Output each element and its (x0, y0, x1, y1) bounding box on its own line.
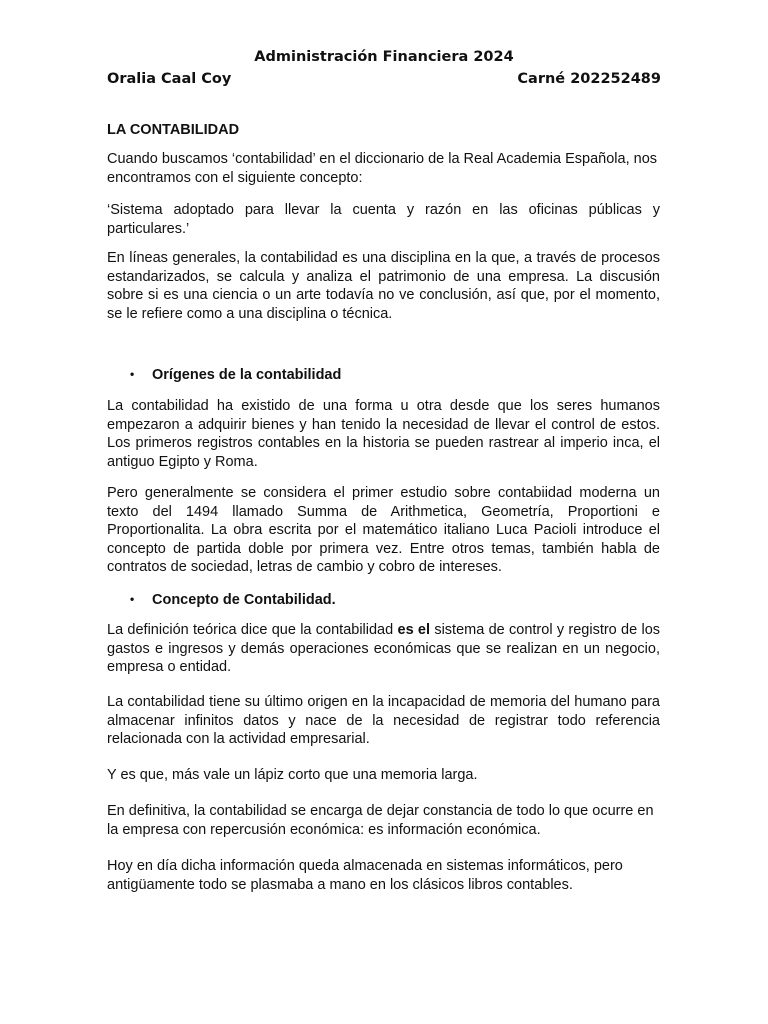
author-name: Oralia Caal Coy (107, 71, 232, 87)
concept-p5-text: Hoy en día dicha información queda almacenada en sistemas informáticos, pero antigüamente todo se plasmaba a mano en los clásicos libros contables. (107, 858, 623, 893)
intro-p1-text: Cuando buscamos ‘contabilidad’ en el diccionario de la Real Academia Española, nos encontramos con el siguiente concepto: (107, 151, 658, 186)
concept-paragraph-5 (107, 857, 660, 894)
concept-p3-text: Y es que, más vale un lápiz corto que una memoria larga. (107, 767, 478, 783)
intro-p3-text: En líneas generales, la contabilidad es una disciplina en la que, a través de procesos estandarizados, se calcula y analiza el patrimonio de una empresa. La discusión sobre si es una ciencia o un arte todavía no ve conclusión, así que, por el momento, se le refiere como a una disciplina o técnica. (107, 250, 660, 322)
intro-paragraph-2 (107, 201, 660, 238)
concept-paragraph-2 (107, 693, 660, 749)
concept-paragraph-4 (107, 802, 660, 839)
section2-heading-text: Concepto de Contabilidad. (152, 592, 336, 608)
origins-p2-text: Pero generalmente se considera el primer estudio sobre contabiidad moderna un texto del 1494 llamado Summa de Arithmetica, Geometría, Proportioni e Proportionalita. La obra escrita por el matemático italiano Luca Pacioli introduce el concepto de partida doble por primera vez. Entre otros temas, también habla de contratos de sociedad, letras de cambio y cobro de intereses. (107, 485, 660, 575)
intro-paragraph-3 (107, 249, 660, 323)
section1-heading-text: Orígenes de la contabilidad (152, 367, 342, 383)
section-heading-concept (130, 592, 336, 608)
concept-p1-text (107, 621, 660, 677)
course-title: Administración Financiera 2024 (254, 49, 514, 65)
concept-p1-part-b: sistema de control y registro de los gastos e ingresos y demás operaciones económicas que se realizan en un negocio, empresa o entidad. (107, 622, 661, 675)
section-heading-origins (130, 367, 341, 383)
document-title: LA CONTABILIDAD (107, 122, 240, 138)
intro-paragraph-1 (107, 150, 660, 187)
concept-p1-bold: es el (397, 622, 431, 638)
concept-p1-part-a: La definición teórica dice que la contabilidad (107, 622, 398, 638)
intro-p2-text: ‘Sistema adoptado para llevar la cuenta y razón en las oficinas públicas y particulares.’ (107, 202, 660, 237)
concept-paragraph-1 (107, 621, 660, 677)
bullet-icon: • (130, 592, 135, 606)
concept-paragraph-3 (107, 766, 660, 785)
origins-paragraph-2 (107, 484, 660, 577)
concept-p2-text: La contabilidad tiene su último origen en la incapacidad de memoria del humano para almacenar infinitos datos y nace de la necesidad de registrar todo referencia relacionada con la actividad empresarial. (107, 694, 660, 747)
concept-p4-text: En definitiva, la contabilidad se encarga de dejar constancia de todo lo que ocurre en la empresa con repercusión económica: es información económica. (107, 803, 654, 838)
origins-paragraph-1 (107, 397, 660, 471)
origins-p1-text: La contabilidad ha existido de una forma u otra desde que los seres humanos empezaron a adquirir bienes y han tenido la necesidad de llevar el control de estos. Los primeros registros contables en la historia se pueden rastrear al imperio inca, el antiguo Egipto y Roma. (107, 398, 660, 470)
bullet-icon: • (130, 367, 135, 381)
student-id: Carné 202252489 (517, 71, 661, 87)
